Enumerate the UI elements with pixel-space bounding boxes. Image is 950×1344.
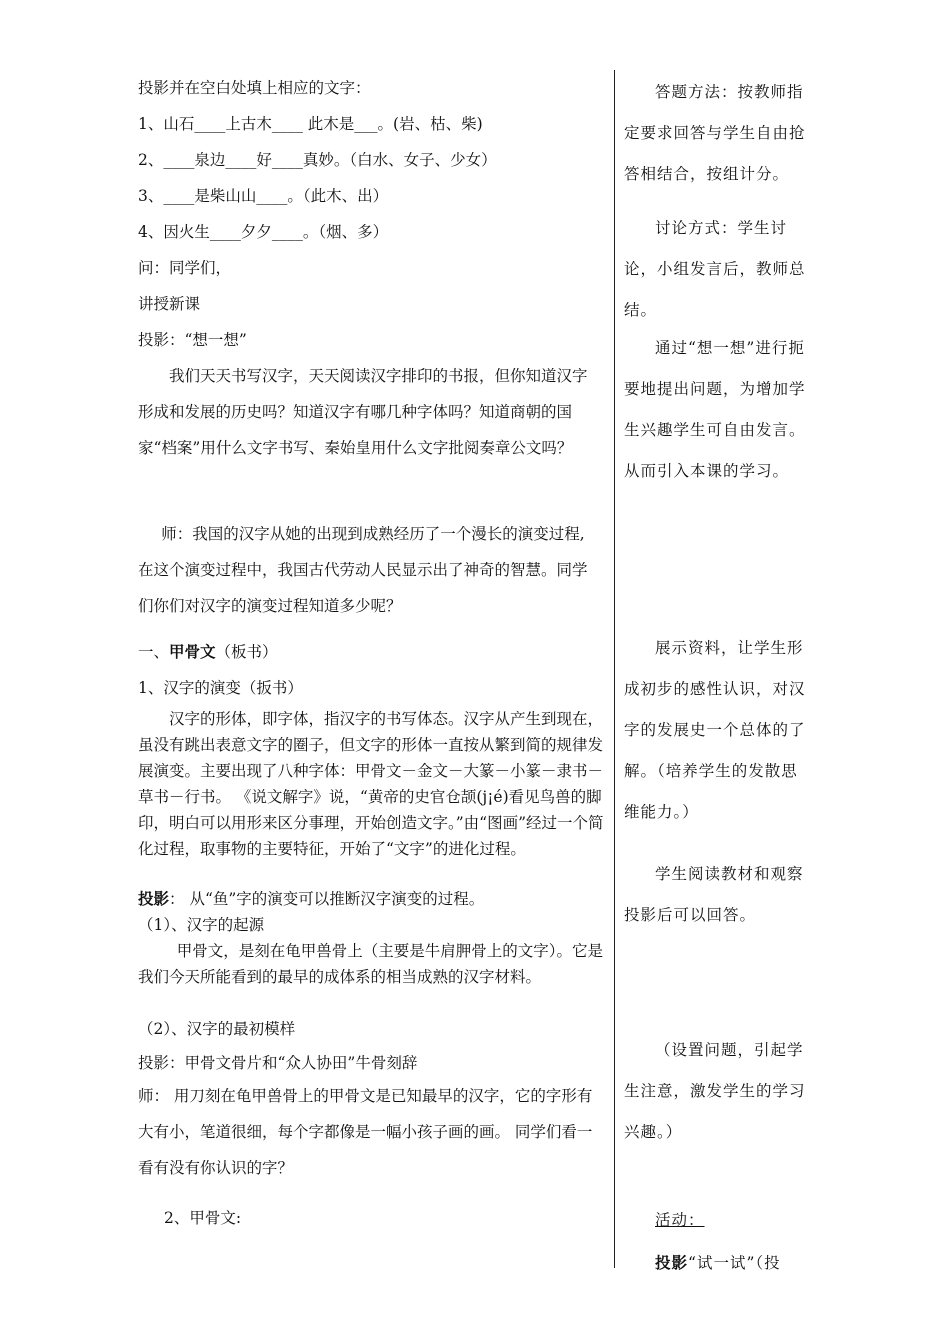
column-divider <box>614 70 615 1268</box>
side-materials: 展示资料，让学生形成初步的感性认识，对汉字的发展史一个总体的了解。（培养学生的发散思维能力。） <box>624 639 806 821</box>
section-1-title: 甲骨文 <box>169 642 216 661</box>
subheading-oracle: 2、甲骨文: <box>164 1209 242 1227</box>
side-purpose: 通过“想一想”进行扼要地提出问题，为增加学生兴趣学生可自由发言。从而引入本课的学习。 <box>624 339 806 480</box>
oracle-projection: 投影：甲骨文骨片和“众人协田”牛骨刻辞 <box>138 1054 418 1072</box>
section-1-heading <box>138 640 278 664</box>
fish-projection <box>138 887 484 911</box>
question-2: 2、____泉边____好____真妙。（白水、女子、少女） <box>138 151 497 169</box>
fish-projection-text: ： 从“鱼”字的演变可以推断汉字演变的过程。 <box>169 890 485 908</box>
question-1: 1、山石____上古木____ 此木是___。(岩、枯、柴) <box>138 115 483 133</box>
side-reading: 学生阅读教材和观察投影后可以回答。 <box>624 865 804 924</box>
origin-paragraph: 甲骨文，是刻在龟甲兽骨上（主要是牛肩胛骨上的文字）。它是我们今天所能看到的最早的成体系的相当成熟的汉字材料。 <box>138 942 604 986</box>
side-activity: 活动： <box>655 1211 705 1229</box>
oracle-paragraph: 师： 用刀刻在龟甲兽骨上的甲骨文是已知最早的汉字，它的字形有大有小，笔道很细，每个字都像是一幅小孩子画的画。 同学们看一看有没有你认识的字？ <box>138 1087 593 1177</box>
section-1-suffix: （板书） <box>215 643 278 661</box>
section-1-prefix: 一、 <box>138 643 170 661</box>
model-heading: （2）、汉字的最初模样 <box>138 1020 296 1038</box>
projection-think: 投影：“想一想” <box>138 331 247 349</box>
fish-projection-label: 投影 <box>138 889 170 908</box>
side-try-text: “试一试”（投 <box>688 1254 781 1272</box>
ask-line: 问：同学们， <box>138 259 232 277</box>
side-discussion: 讨论方式：学生讨论，小组发言后，教师总结。 <box>624 219 806 319</box>
evolution-paragraph: 汉字的形体，即字体，指汉字的书写体态。汉字从产生到现在，虽没有跳出表意文字的圈子，但文字的形体一直按从繁到简的规律发展演变。主要出现了八种字体：甲骨文－金文－大篆－小篆－隶书－草书－行书。 《说文解字》说，“黄帝的史官仓颉(j¡é)看见鸟兽的脚印，明白可以用形来区分事理，开始创造文字。”由“图画”经过一个简化过程，取事物的主要特征，开始了“文字”的进化过程。 <box>138 710 604 858</box>
side-questions: （设置问题，引起学生注意，激发学生的学习兴趣。） <box>624 1041 806 1141</box>
intro-line: 投影并在空白处填上相应的文字： <box>138 79 371 97</box>
teacher-paragraph: 师：我国的汉字从她的出现到成熟经历了一个漫长的演变过程,在这个演变过程中，我国古代劳动人民显示出了神奇的智慧。同学们你们对汉字的演变过程知道多少呢？ <box>138 525 588 615</box>
think-paragraph: 我们天天书写汉字，天天阅读汉字排印的书报，但你知道汉字形成和发展的历史吗？知道汉字有哪几种字体吗？知道商朝的国家“档案”用什么文字书写、秦始皇用什么文字批阅奏章公文吗？ <box>138 367 588 457</box>
side-try <box>624 1242 814 1284</box>
side-answer-method: 答题方法：按教师指定要求回答与学生自由抢答相结合，按组计分。 <box>624 83 806 183</box>
question-3: 3、____是柴山山____。（此木、出） <box>138 187 389 205</box>
subheading-evolution: 1、汉字的演变（扳书） <box>138 679 303 697</box>
new-lesson-heading: 讲授新课 <box>138 295 201 313</box>
origin-heading: （1）、汉字的起源 <box>138 916 265 934</box>
question-4: 4、因火生____夕夕____。（烟、多） <box>138 223 389 241</box>
side-try-label: 投影 <box>655 1253 689 1272</box>
